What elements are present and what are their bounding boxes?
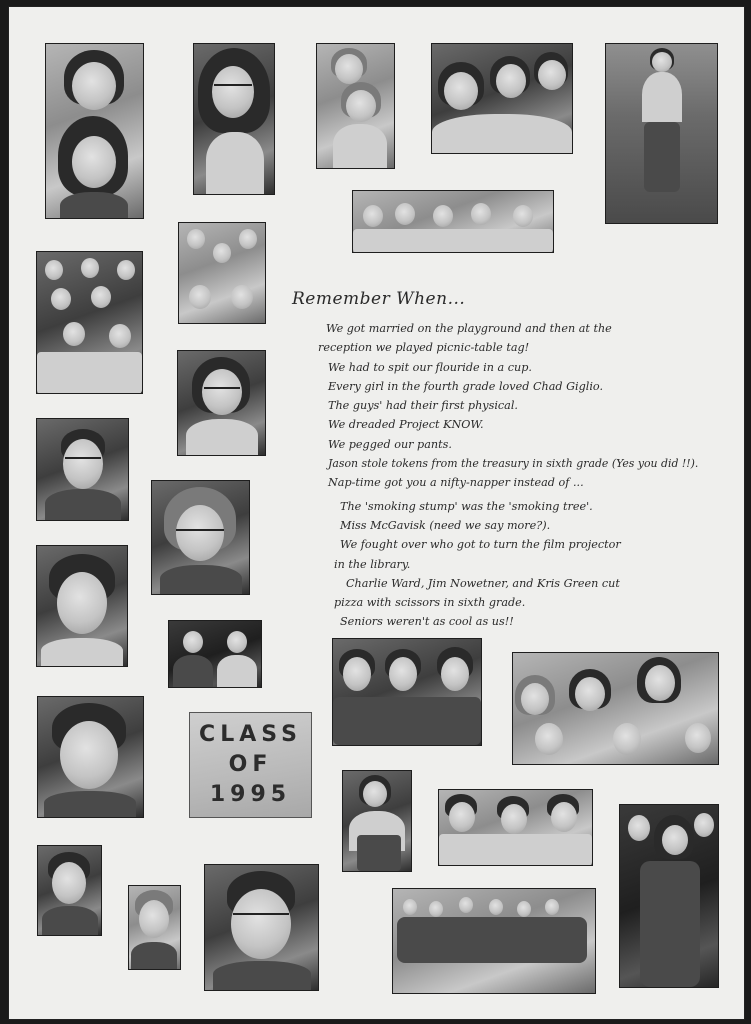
photo-choir-group xyxy=(352,190,554,253)
poem-line: We dreaded Project KNOW. xyxy=(328,418,484,432)
remember-when-poem xyxy=(292,289,732,632)
poem-line: Nap-time got you a nifty-napper instead of ... xyxy=(328,476,584,490)
photo-two-girls xyxy=(45,43,144,219)
photo-two-children xyxy=(316,43,395,169)
photo-class-group-2 xyxy=(178,222,266,324)
poem-line: We got married on the playground and then at the xyxy=(326,322,612,335)
poem-line: Miss McGavisk (need we say more?). xyxy=(340,518,551,532)
photo-class-group-1 xyxy=(36,251,143,394)
poem-line: The guys' had their first physical. xyxy=(328,399,518,413)
photo-boy-portrait-1 xyxy=(36,545,128,667)
poem-line: reception we played picnic-table tag! xyxy=(318,341,530,355)
photo-dance-line xyxy=(392,888,596,994)
photo-three-boys xyxy=(438,789,593,866)
photo-girl-reading xyxy=(342,770,412,872)
poem-line: Seniors weren't as cool as us!! xyxy=(340,615,514,629)
photo-dancing-girl xyxy=(605,43,718,224)
photo-group-girls-2 xyxy=(512,652,719,765)
poem-line: Jason stole tokens from the treasury in sixth grade (Yes you did !!). xyxy=(328,457,699,471)
poem-line: We had to spit our flouride in a cup. xyxy=(328,360,532,374)
photo-girl-glasses-1 xyxy=(193,43,275,195)
poem-title: Remember When... xyxy=(292,289,466,309)
poem-line: The 'smoking stump' was the 'smoking tree'. xyxy=(340,499,593,513)
photo-boy-portrait-3 xyxy=(37,845,102,936)
photo-group-kids-1 xyxy=(431,43,573,154)
sign-line: 1995 xyxy=(209,782,292,807)
photo-boy-portrait-4 xyxy=(128,885,181,970)
photo-girl-glasses-2 xyxy=(177,350,266,456)
sign-line: OF xyxy=(228,752,273,777)
poem-line: We fought over who got to turn the film projector xyxy=(340,538,621,552)
photo-two-girls-small xyxy=(168,620,262,688)
photo-girl-glasses-3 xyxy=(151,480,250,595)
photo-group-dresses xyxy=(619,804,719,988)
photo-boy-portrait-2 xyxy=(37,696,144,818)
class-of-1995-sign xyxy=(189,712,312,818)
poem-line: We pegged our pants. xyxy=(328,437,452,451)
yearbook-page xyxy=(8,6,745,1020)
sign-line: CLASS xyxy=(199,722,302,747)
poem-line: Charlie Ward, Jim Nowetner, and Kris Green cut xyxy=(346,576,620,590)
photo-three-kids xyxy=(332,638,482,746)
poem-line: pizza with scissors in sixth grade. xyxy=(334,596,526,610)
poem-line: Every girl in the fourth grade loved Chad Giglio. xyxy=(328,379,604,393)
poem-line: in the library. xyxy=(334,557,411,571)
photo-boy-glasses-2 xyxy=(204,864,319,991)
photo-boy-glasses-1 xyxy=(36,418,129,521)
